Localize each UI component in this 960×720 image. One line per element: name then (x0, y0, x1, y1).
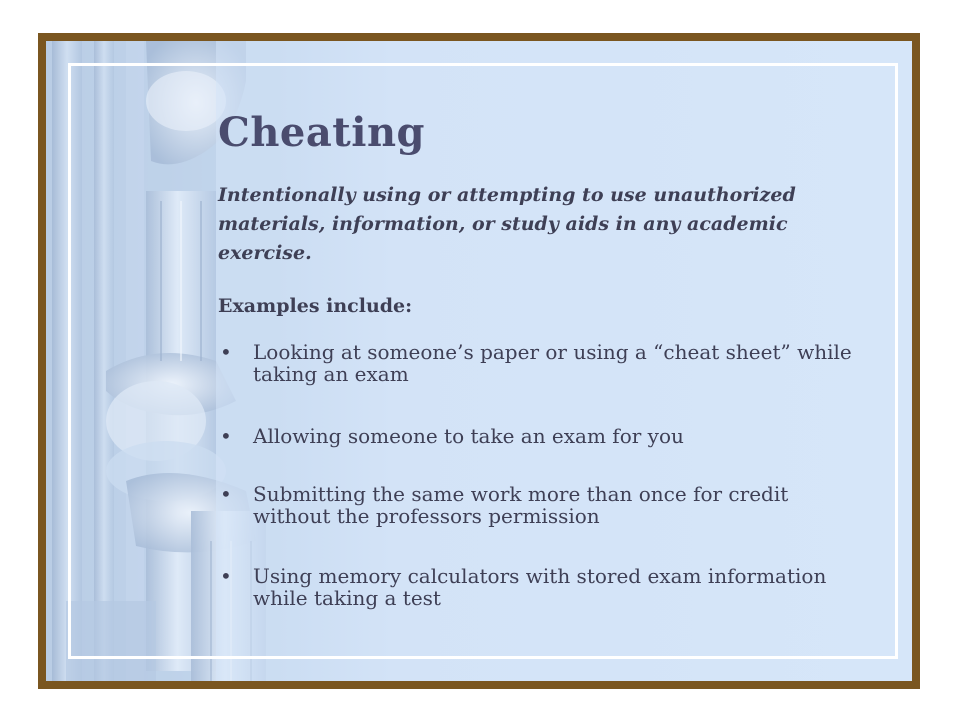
list-item (218, 341, 858, 385)
list-item-text: Submitting the same work more than once for credit without the professors permission (253, 482, 789, 528)
slide-title: Cheating (218, 109, 426, 156)
definition-text: Intentionally using or attempting to use unauthorized materials, information, or study aids in any academic exercise. (218, 184, 796, 264)
slide-frame (38, 33, 920, 689)
list-item-text: Looking at someone’s paper or using a “cheat sheet” while taking an exam (253, 340, 852, 386)
bullet-icon: • (220, 564, 232, 588)
list-item-text: Using memory calculators with stored exam information while taking a test (253, 564, 827, 610)
examples-list (218, 341, 858, 609)
list-item (218, 565, 858, 609)
bullet-icon: • (220, 482, 232, 506)
list-item (218, 483, 858, 527)
list-item-text: Allowing someone to take an exam for you (253, 424, 684, 448)
bullet-icon: • (220, 340, 232, 364)
list-item (218, 425, 858, 447)
slide-content (46, 41, 912, 681)
bullet-icon: • (220, 424, 232, 448)
examples-heading: Examples include: (218, 295, 413, 317)
